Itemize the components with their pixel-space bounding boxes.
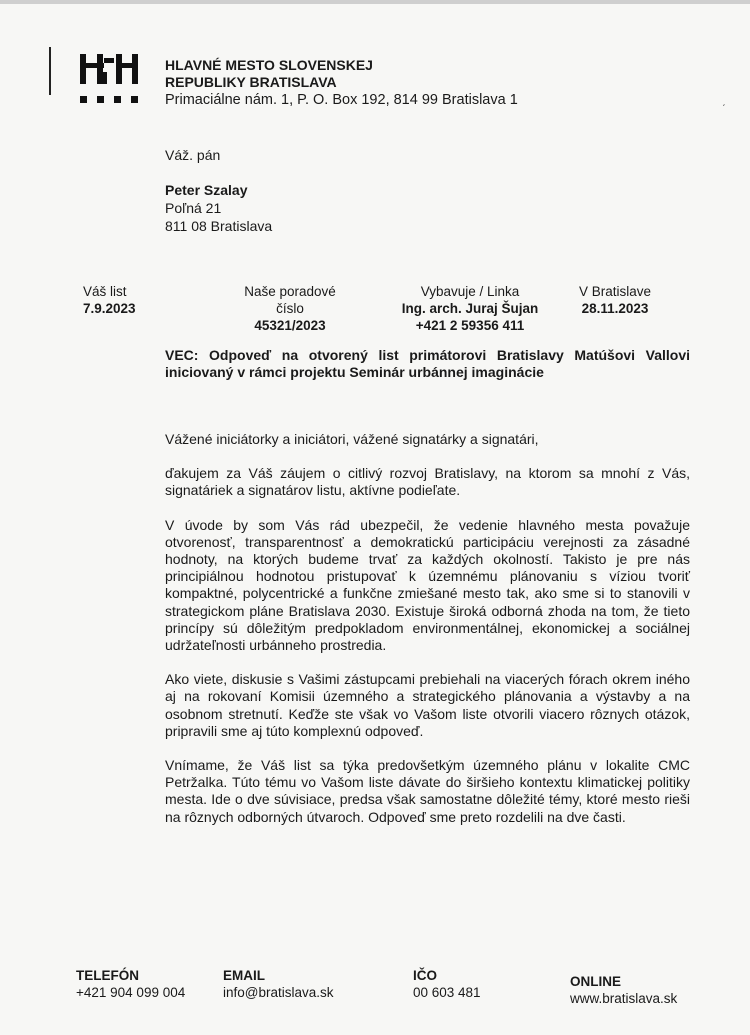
your-letter-label: Váš list [83, 284, 127, 299]
paragraph-2: V úvode by som Vás rád ubezpečil, že vedenie hlavného mesta považuje otvorenosť, transparentnosť a demokratickú participáciu verejnosti za zásadné hodnoty, na ktorých budeme trvať za každých okolností. Takisto je pre nás principiálnou hodnotou pristupovať k územnému plánovaniu s víziou tvoriť kompaktné, polycentrické a funkčne zmiešané mesto tak, ako sme si to stanovili v strategickom pláne Bratislava 2030. Existuje široká odborná zhoda na tom, že tieto princípy sú dôležitým predpokladom environmentálnej, ekonomickej a sociálnej udržateľnosti urbánneho prostredia. [165, 516, 690, 654]
footer-online-label: ONLINE [570, 974, 622, 989]
bratislava-logo [80, 54, 138, 104]
footer-online-value: www.bratislava.sk [570, 991, 678, 1006]
stray-mark: ˏ [722, 96, 726, 107]
footer-email [223, 967, 334, 1001]
footer-phone-label: TELEFÓN [76, 968, 139, 983]
recipient-salutation: Váž. pán [165, 147, 221, 163]
your-letter-ref [83, 283, 136, 317]
footer-phone-value: +421 904 099 004 [76, 985, 186, 1000]
greeting: Vážené iniciátorky a iniciátori, vážené signatárky a signatári, [165, 431, 539, 447]
handled-by-label: Vybavuje / Linka [420, 284, 520, 299]
footer-ico-label: IČO [413, 968, 438, 983]
footer-email-label: EMAIL [223, 968, 265, 983]
recipient-name: Peter Szalay [165, 182, 248, 198]
org-name-line2: REPUBLIKY BRATISLAVA [165, 74, 337, 90]
footer-online [570, 973, 677, 1007]
handled-by-phone: +421 2 59356 411 [415, 318, 525, 333]
top-edge [0, 0, 750, 4]
recipient-street: Poľná 21 [165, 200, 222, 216]
footer-ico-value: 00 603 481 [413, 985, 481, 1000]
place-date: 28.11.2023 [581, 301, 649, 316]
your-letter-date: 7.9.2023 [83, 301, 136, 316]
org-address: Primaciálne nám. 1, P. O. Box 192, 814 99 Bratislava 1 [165, 92, 518, 108]
org-name-line1: HLAVNÉ MESTO SLOVENSKEJ [165, 57, 373, 73]
place-date-ref [575, 283, 655, 317]
margin-rule [49, 47, 51, 95]
letter-body [165, 431, 690, 843]
our-number-ref [230, 283, 350, 334]
recipient-block [165, 146, 272, 235]
handled-by-name: Ing. arch. Juraj Šujan [401, 301, 539, 316]
organization-header [165, 57, 518, 109]
our-number-value: 45321/2023 [254, 318, 326, 333]
paragraph-4: Vnímame, že Váš list sa týka predovšetkým územného plánu v lokalite CMC Petržalka. Túto tému vo Vašom liste dávate do širšieho kontextu klimatickej politiky mesta. Ide o dve súvisiace, predsa však samostatne dôležité témy, ktoré mesto rieši na rôznych odborných útvaroch. Odpoveď sme preto rozdelili na dve časti. [165, 757, 690, 825]
footer-ico [413, 967, 481, 1001]
letter-subject: VEC: Odpoveď na otvorený list primátorovi Bratislavy Matúšovi Vallovi iniciovaný v rámci projektu Seminár urbánnej imaginácie [165, 347, 690, 380]
footer-email-value: info@bratislava.sk [223, 985, 334, 1000]
recipient-city: 811 08 Bratislava [165, 218, 273, 234]
handled-by-ref [400, 283, 540, 334]
paragraph-1: ďakujem za Váš záujem o citlivý rozvoj Bratislavy, na ktorom sa mnohí z Vás, signatáriek a signatárov listu, aktívne podieľate. [165, 465, 690, 499]
our-number-label: Naše poradové číslo [244, 284, 336, 316]
paragraph-3: Ako viete, diskusie s Vašimi zástupcami prebiehali na viacerých fórach okrem iného aj na rokovaní Komisii územného a strategického plánovania a výstavby a na osobnom stretnutí. Keďže ste však vo Vašom liste otvorili viacero rôznych otázok, pripravili sme aj túto komplexnú odpoveď. [165, 671, 690, 739]
place-label: V Bratislave [578, 284, 652, 299]
footer-phone [76, 967, 185, 1001]
